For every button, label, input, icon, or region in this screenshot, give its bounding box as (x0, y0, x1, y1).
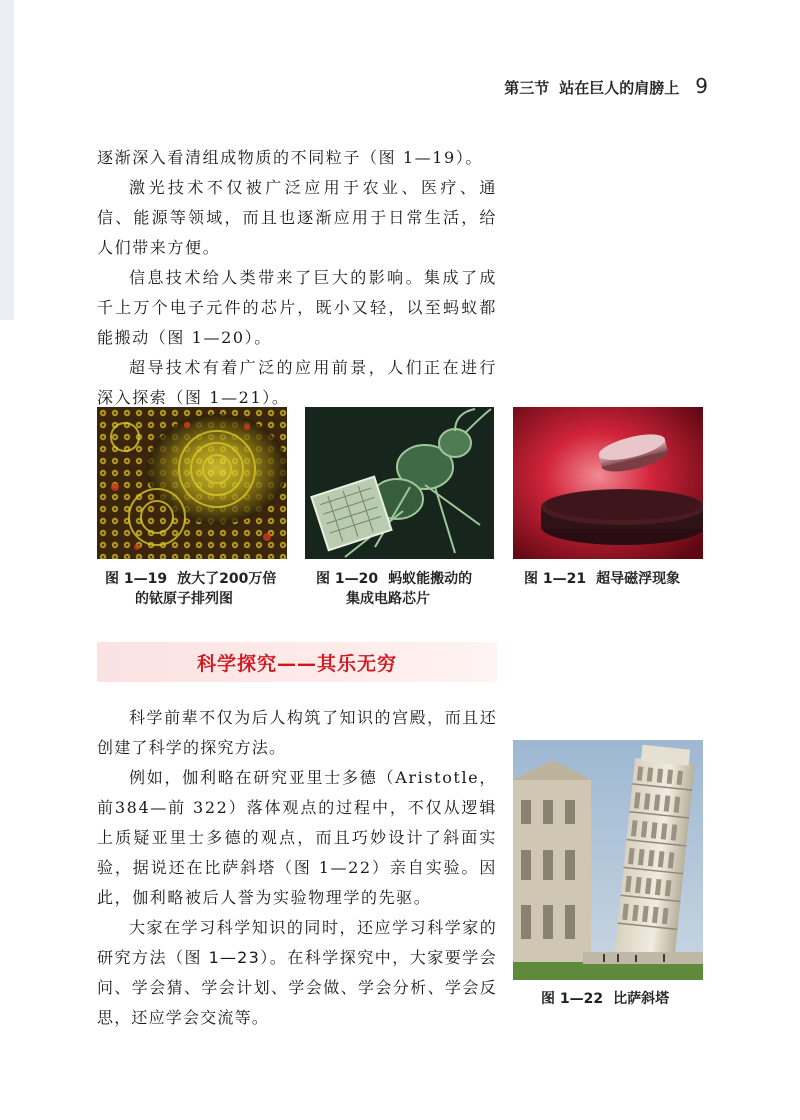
pisa-tower-photo (513, 740, 703, 980)
paragraph-1: 逐渐深入看清组成物质的不同粒子（图 1—19）。 (97, 148, 484, 167)
section-title: 科学探究——其乐无穷 (196, 652, 397, 675)
figure-caption-1-21 (524, 569, 680, 589)
ant-chip-photo (305, 407, 494, 559)
page-header (504, 74, 708, 98)
paragraph-7: 大家在学习科学知识的同时，还应学习科学家的研究方法（图 1—23）。在科学探究中，大家要学会问、学会猜、学会计划、学会做、学会分析、学会反思，还应学会交流等。 (97, 918, 497, 1027)
caption-line1: 放大了200万倍 (177, 571, 277, 587)
page-edge-band (0, 0, 14, 320)
superconductor-photo (513, 407, 703, 559)
paragraph-4: 超导技术有着广泛的应用前景，人们正在进行深入探索（图 1—21）。 (97, 358, 497, 407)
figure-number: 图 1—22 (541, 991, 604, 1007)
section-banner (97, 642, 497, 682)
figure-number: 图 1—20 (316, 571, 379, 587)
page-number: 9 (695, 74, 708, 98)
paragraph-5: 科学前辈不仅为后人构筑了知识的宫殿，而且还创建了科学的探究方法。 (97, 708, 497, 757)
figure-caption-1-19 (105, 569, 276, 609)
caption-line2: 集成电路芯片 (346, 591, 430, 607)
figure-caption-1-20 (316, 569, 472, 609)
paragraph-2: 激光技术不仅被广泛应用于农业、医疗、通信、能源等领域，而且也逐渐应用于日常生活，给人们带来方便。 (97, 178, 497, 257)
figure-number: 图 1—21 (524, 571, 587, 587)
header-title: 站在巨人的肩膀上 (559, 79, 680, 97)
iridium-atoms-photo (97, 407, 287, 559)
bottom-text (97, 703, 497, 1033)
caption-line2: 的铱原子排列图 (135, 591, 233, 607)
paragraph-6: 例如，伽利略在研究亚里士多德（Aristotle，前384—前 322）落体观点的过程中，不仅从逻辑上质疑亚里士多德的观点，而且巧妙设计了斜面实验，据说还在比萨斜塔（图 1—22）亲自实验。因此，伽利略被后人誉为实验物理学的先驱。 (97, 768, 497, 907)
caption-line1: 超导磁浮现象 (596, 571, 681, 587)
caption-line1: 蚂蚁能搬动的 (388, 571, 473, 587)
paragraph-3: 信息技术给人类带来了巨大的影响。集成了成千上万个电子元件的芯片，既小又轻，以至蚂蚁都能搬动（图 1—20）。 (97, 268, 497, 347)
caption-line1: 比萨斜塔 (613, 991, 670, 1007)
top-text (97, 143, 497, 413)
header-section: 第三节 (504, 79, 550, 97)
figure-caption-1-22 (541, 989, 669, 1009)
figure-number: 图 1—19 (105, 571, 168, 587)
